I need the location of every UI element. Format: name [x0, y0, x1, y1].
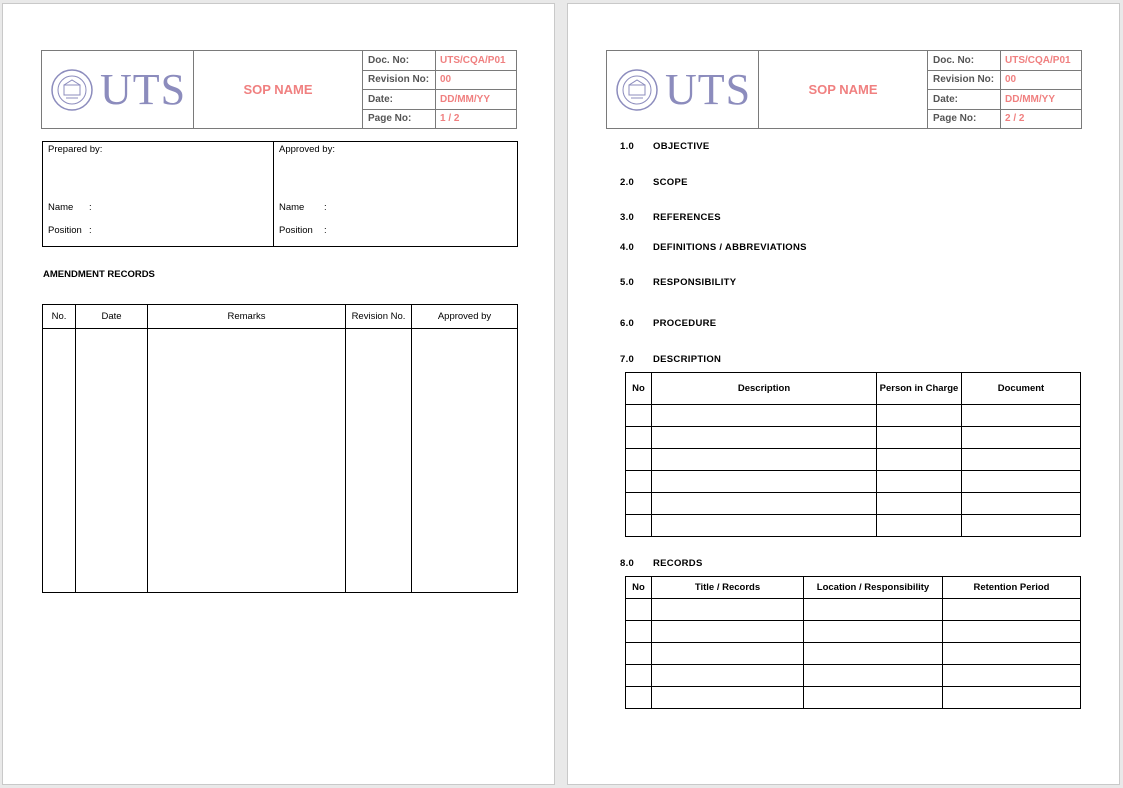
section-definitions: 4.0 DEFINITIONS / ABBREVIATIONS — [620, 242, 807, 253]
logo-cell — [607, 51, 759, 128]
section-description: 7.0 DESCRIPTION — [620, 354, 722, 365]
approved-by-section — [274, 142, 517, 246]
table-cell[interactable] — [626, 493, 652, 515]
table-cell[interactable] — [877, 515, 962, 537]
table-row — [626, 427, 1081, 449]
table-row — [626, 665, 1081, 687]
records-table-body — [626, 577, 1081, 709]
section-references: 3.0 REFERENCES — [620, 212, 721, 223]
table-cell[interactable] — [626, 471, 652, 493]
table-cell[interactable] — [76, 329, 148, 593]
table-cell[interactable] — [877, 493, 962, 515]
signoff-box — [42, 141, 518, 247]
table-cell[interactable] — [148, 329, 346, 593]
column-header: No — [626, 373, 652, 405]
approved-name-colon: : — [324, 202, 327, 213]
column-header: Description — [652, 373, 877, 405]
table-cell[interactable] — [943, 599, 1081, 621]
meta-row-doc-no: Doc. No: UTS/CQA/P01 — [928, 51, 1081, 71]
table-cell[interactable] — [652, 687, 804, 709]
column-header: No. — [43, 305, 76, 329]
table-cell[interactable] — [962, 427, 1081, 449]
meta-row-page: Page No: 1 / 2 — [363, 110, 516, 129]
amendment-records-title: AMENDMENT RECORDS — [43, 269, 155, 280]
table-cell[interactable] — [877, 427, 962, 449]
university-seal-icon — [615, 68, 659, 112]
meta-row-page: Page No: 2 / 2 — [928, 110, 1081, 129]
meta-row-revision: Revision No: 00 — [928, 71, 1081, 91]
table-cell[interactable] — [804, 621, 943, 643]
logo-text: UTS — [100, 64, 187, 114]
table-cell[interactable] — [626, 643, 652, 665]
table-cell[interactable] — [962, 405, 1081, 427]
table-row — [626, 493, 1081, 515]
table-cell[interactable] — [804, 643, 943, 665]
prepared-name-label: Name — [48, 202, 74, 213]
table-cell[interactable] — [962, 515, 1081, 537]
table-cell[interactable] — [652, 493, 877, 515]
table-cell[interactable] — [943, 665, 1081, 687]
table-row — [626, 449, 1081, 471]
table-cell[interactable] — [943, 643, 1081, 665]
table-row — [626, 515, 1081, 537]
doc-meta — [363, 51, 516, 128]
meta-row-doc-no: Doc. No: UTS/CQA/P01 — [363, 51, 516, 71]
amendment-table — [42, 304, 518, 593]
table-cell[interactable] — [652, 621, 804, 643]
section-records: 8.0 RECORDS — [620, 558, 703, 569]
table-cell[interactable] — [652, 599, 804, 621]
section-procedure: 6.0 PROCEDURE — [620, 318, 717, 329]
column-header: Person in Charge — [877, 373, 962, 405]
table-cell[interactable] — [877, 405, 962, 427]
table-cell[interactable] — [943, 687, 1081, 709]
table-cell[interactable] — [804, 599, 943, 621]
approved-name-label: Name — [279, 202, 305, 213]
sop-name: SOP NAME — [194, 51, 363, 128]
logo-cell — [42, 51, 194, 128]
sop-name: SOP NAME — [759, 51, 928, 128]
table-header-row — [626, 577, 1081, 599]
table-cell[interactable] — [962, 449, 1081, 471]
logo-text: UTS — [665, 64, 752, 114]
table-cell[interactable] — [804, 687, 943, 709]
column-header: No — [626, 577, 652, 599]
table-cell[interactable] — [877, 449, 962, 471]
description-table-body — [626, 373, 1081, 537]
column-header: Title / Records — [652, 577, 804, 599]
table-header-row — [43, 305, 518, 329]
table-row — [626, 471, 1081, 493]
table-cell[interactable] — [652, 405, 877, 427]
section-scope: 2.0 SCOPE — [620, 177, 688, 188]
table-row — [626, 643, 1081, 665]
table-cell[interactable] — [626, 621, 652, 643]
column-header: Location / Responsibility — [804, 577, 943, 599]
prepared-position-colon: : — [89, 225, 92, 236]
table-cell[interactable] — [652, 471, 877, 493]
table-cell[interactable] — [962, 471, 1081, 493]
approved-by-label: Approved by: — [279, 144, 335, 155]
table-cell[interactable] — [652, 643, 804, 665]
table-row — [626, 405, 1081, 427]
table-cell[interactable] — [346, 329, 412, 593]
description-table — [625, 372, 1081, 537]
prepared-position-label: Position — [48, 225, 82, 236]
table-cell[interactable] — [626, 665, 652, 687]
meta-row-date: Date: DD/MM/YY — [363, 90, 516, 110]
table-cell[interactable] — [652, 665, 804, 687]
column-header: Document — [962, 373, 1081, 405]
table-row — [626, 599, 1081, 621]
table-header-row — [626, 373, 1081, 405]
column-header: Revision No. — [346, 305, 412, 329]
column-header: Retention Period — [943, 577, 1081, 599]
table-row — [626, 621, 1081, 643]
page-2 — [567, 3, 1120, 785]
doc-meta — [928, 51, 1081, 128]
table-row — [43, 329, 518, 593]
table-cell[interactable] — [943, 621, 1081, 643]
table-cell[interactable] — [652, 427, 877, 449]
meta-row-date: Date: DD/MM/YY — [928, 90, 1081, 110]
prepared-by-section — [43, 142, 274, 246]
table-cell[interactable] — [412, 329, 518, 593]
table-row — [626, 687, 1081, 709]
table-cell[interactable] — [626, 687, 652, 709]
page-1 — [2, 3, 555, 785]
prepared-name-colon: : — [89, 202, 92, 213]
section-responsibility: 5.0 RESPONSIBILITY — [620, 277, 737, 288]
table-cell[interactable] — [626, 599, 652, 621]
section-objective: 1.0 OBJECTIVE — [620, 141, 710, 152]
column-header: Remarks — [148, 305, 346, 329]
column-header: Approved by — [412, 305, 518, 329]
table-cell[interactable] — [626, 515, 652, 537]
meta-row-revision: Revision No: 00 — [363, 71, 516, 91]
document-header — [606, 50, 1082, 129]
university-seal-icon — [50, 68, 94, 112]
table-cell[interactable] — [962, 493, 1081, 515]
table-cell[interactable] — [652, 449, 877, 471]
table-cell[interactable] — [804, 665, 943, 687]
document-header — [41, 50, 517, 129]
table-cell[interactable] — [652, 515, 877, 537]
approved-position-label: Position — [279, 225, 313, 236]
records-table — [625, 576, 1081, 709]
table-cell[interactable] — [626, 427, 652, 449]
table-cell[interactable] — [877, 471, 962, 493]
table-cell[interactable] — [626, 449, 652, 471]
column-header: Date — [76, 305, 148, 329]
table-cell[interactable] — [626, 405, 652, 427]
prepared-by-label: Prepared by: — [48, 144, 103, 155]
table-cell[interactable] — [43, 329, 76, 593]
approved-position-colon: : — [324, 225, 327, 236]
